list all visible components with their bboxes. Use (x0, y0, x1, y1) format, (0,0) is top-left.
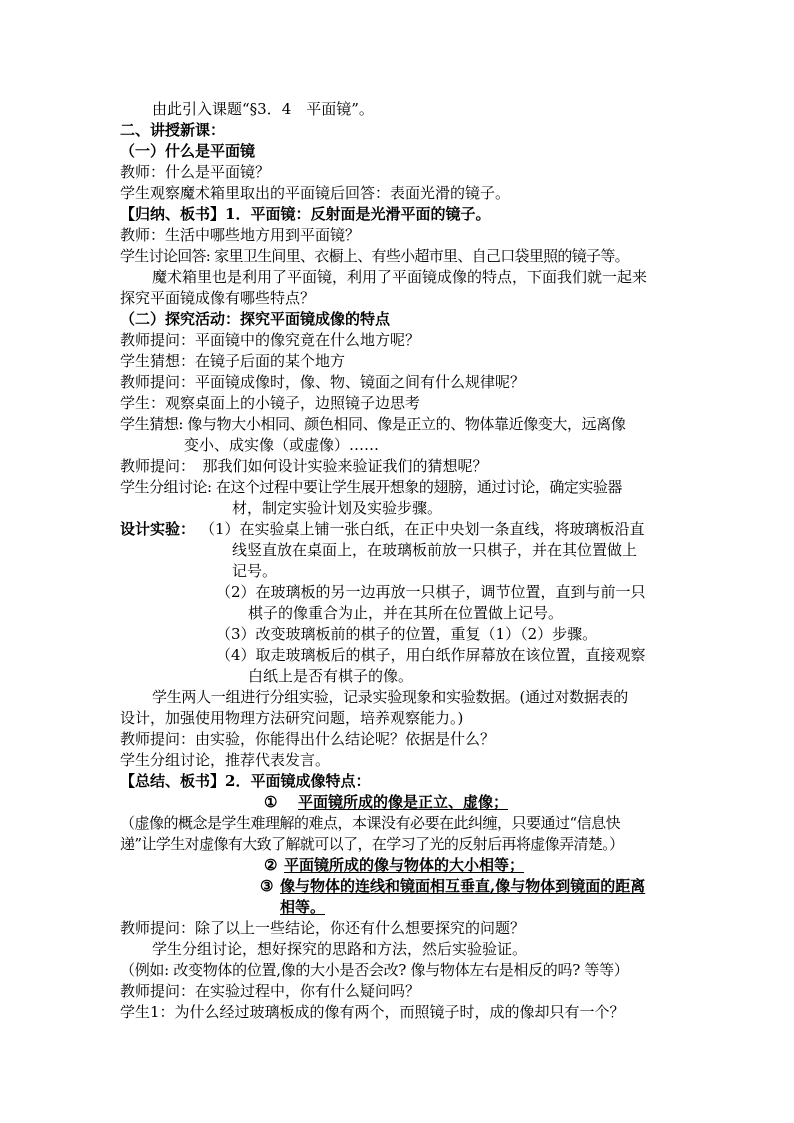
text-line: 学生分组讨论，想好探究的思路和方法，然后实验验证。 (152, 940, 528, 958)
conclusion-2: 平面镜所成的像与物体的大小相等； (284, 856, 525, 874)
text-line: 教师提问：平面镜成像时，像、物、镜面之间有什么规律呢？ (120, 373, 526, 391)
step-2: （2）在玻璃板的另一边再放一只棋子，调节位置，直到与前一只 (216, 583, 646, 601)
text-line: 学生分组讨论: 在这个过程中要让学生展开想象的翅膀，通过讨论，确定实验器 (120, 478, 622, 496)
subsection-heading: （一）什么是平面镜 (120, 142, 256, 160)
text-line: 由此引入课题“§3．4 平面镜”。 (152, 100, 374, 118)
step-1: （1）在实验桌上铺一张白纸，在正中央划一条直线，将玻璃板沿直 (200, 520, 645, 538)
conclusion-1: 平面镜所成的像是正立、虚像； (298, 793, 509, 811)
text-line: 教师提问：平面镜中的像究竟在什么地方呢？ (120, 331, 421, 349)
step-4: （4）取走玻璃板后的棋子，用白纸作屏幕放在该位置，直接观察 (216, 646, 646, 664)
point-number: ① (264, 793, 278, 811)
text-line: 教师提问： 那我们如何设计实验来验证我们的猜想呢？ (120, 457, 488, 475)
text-line: （例如: 改变物体的位置,像的大小是否会改? 像与物体左右是相反的吗? 等等） (120, 961, 629, 979)
section-heading: 二、讲授新课： (120, 121, 226, 139)
text-line: 递”让学生对虚像有大致了解就可以了，在学习了光的反射后再将虚像弄清楚。） (120, 835, 624, 853)
text-line: 学生猜想: 像与物大小相同、颜色相同、像是正立的、物体靠近像变大，远离像 (120, 415, 626, 433)
board-note: 【归纳、板书】1．平面镜：反射面是光滑平面的镜子。 (120, 205, 491, 223)
text-line: 材，制定实验计划及实验步骤。 (232, 499, 443, 517)
experiment-label: 设计实验： (120, 520, 196, 538)
text-line: 学生猜想：在镜子后面的某个地方 (120, 352, 346, 370)
text-line: 教师提问：除了以上一些结论，你还有什么想要探究的问题？ (120, 919, 526, 937)
text-line: 记号。 (232, 562, 278, 580)
text-line: 棋子的像重合为止，并在其所在位置做上记号。 (248, 604, 564, 622)
text-line: 魔术箱里也是利用了平面镜，利用了平面镜成像的特点，下面我们就一起来 (152, 268, 648, 286)
text-line: 教师：什么是平面镜？ (120, 163, 271, 181)
conclusion-3: 像与物体的连线和镜面相互垂直,像与物体到镜面的距离 (280, 877, 646, 895)
text-line: 学生讨论回答: 家里卫生间里、衣橱上、有些小超市里、自己口袋里照的镜子等。 (120, 247, 629, 265)
text-line: 探究平面镜成像有哪些特点？ (120, 289, 316, 307)
text-line: 学生两人一组进行分组实验，记录实验现象和实验数据。(通过对数据表的 (152, 688, 628, 706)
step-3: （3）改变玻璃板前的棋子的位置，重复（1）（2）步骤。 (216, 625, 598, 643)
subsection-heading: （二）探究活动：探究平面镜成像的特点 (120, 310, 391, 328)
text-line: 教师：生活中哪些地方用到平面镜？ (120, 226, 361, 244)
text-line: 学生观察魔术箱里取出的平面镜后回答：表面光滑的镜子。 (120, 184, 511, 202)
text-line: 白纸上是否有棋子的像。 (248, 667, 414, 685)
text-line: 学生分组讨论，推荐代表发言。 (120, 751, 331, 769)
text-line: 线竖直放在桌面上，在玻璃板前放一只棋子，并在其位置做上 (232, 541, 638, 559)
text-line: 学生1：为什么经过玻璃板成的像有两个，而照镜子时，成的像却只有一个？ (120, 1003, 625, 1021)
text-line: （虚像的概念是学生难理解的难点，本课没有必要在此纠缠，只要通过“信息快 (120, 814, 621, 832)
text-line: 教师提问：在实验过程中，你有什么疑问吗？ (120, 982, 421, 1000)
text-line: 教师提问：由实验，你能得出什么结论呢？依据是什么？ (120, 730, 496, 748)
point-number: ③ (260, 877, 274, 895)
text-line: 设计，加强使用物理方法研究问题，培养观察能力。) (120, 709, 464, 727)
board-note: 【总结、板书】2．平面镜成像特点： (120, 772, 371, 790)
text-line: 学生：观察桌面上的小镜子，边照镜子边思考 (120, 394, 421, 412)
point-number: ② (264, 856, 278, 874)
conclusion-3-cont: 相等。 (280, 898, 326, 916)
text-line: 变小、成实像（或虚像）…… (184, 436, 380, 454)
